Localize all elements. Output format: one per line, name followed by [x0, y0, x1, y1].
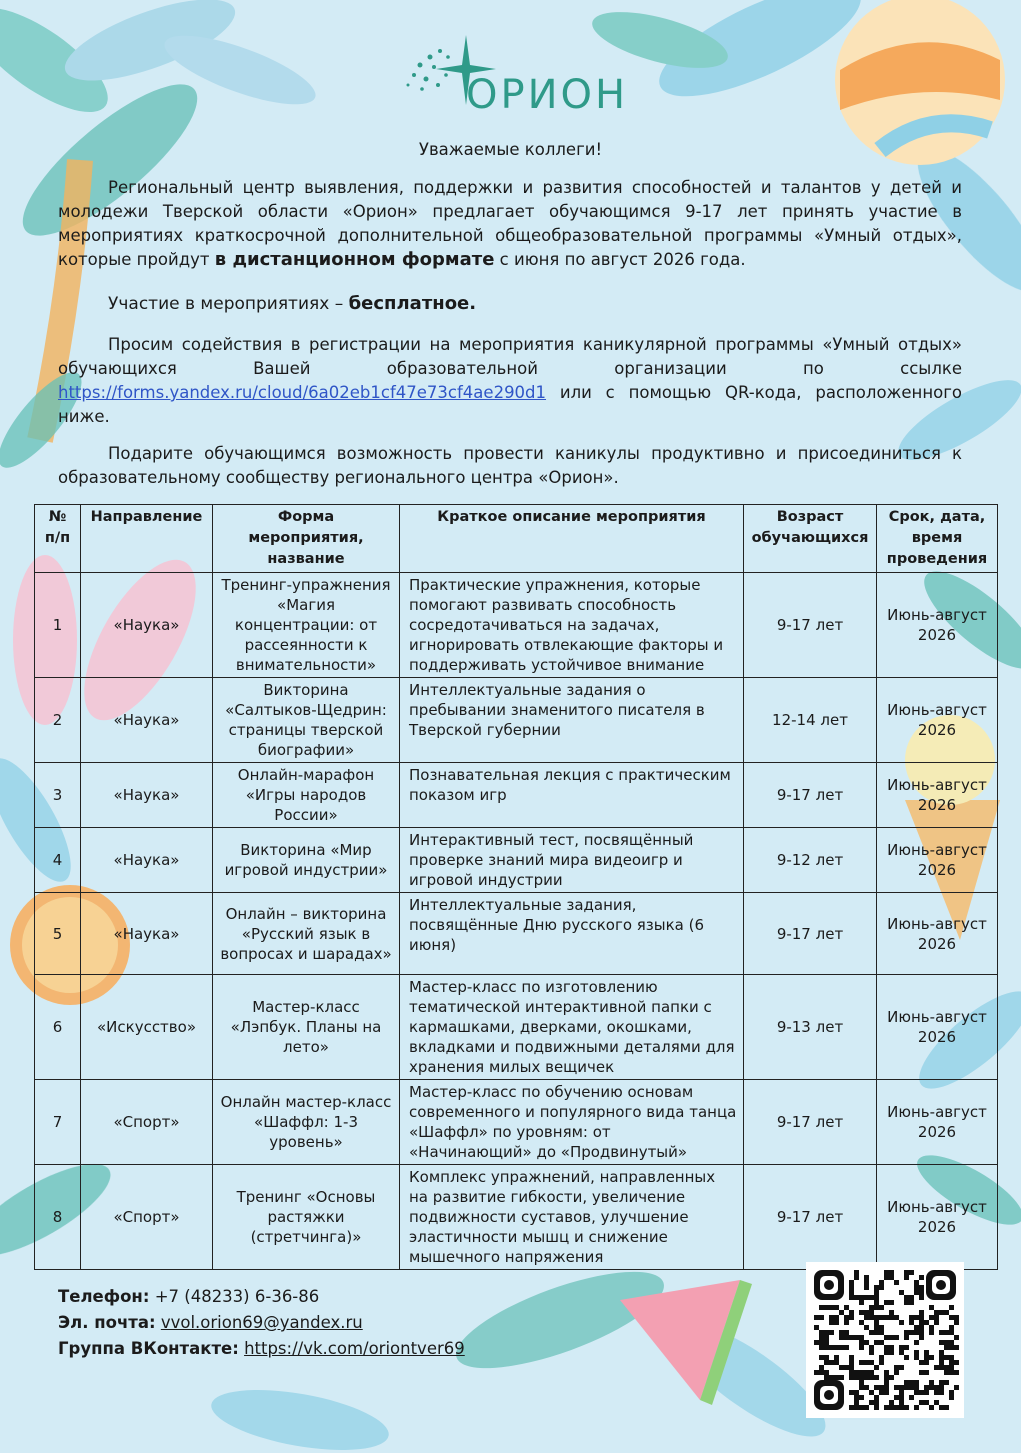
row-num: 2: [35, 678, 81, 763]
phone-label: Телефон:: [58, 1287, 150, 1306]
table-row: [35, 573, 998, 678]
table-row: [35, 893, 998, 975]
row-description: Практические упражнения, которые помогают развивать способность сосредотачиваться на задачах, игнорировать отвлекающие факторы и поддерживать устойчивое внимание: [400, 573, 744, 678]
row-form: Викторина «Салтыков-Щедрин: страницы тверской биографии»: [213, 678, 400, 763]
registration-text-2: или с помощью QR-кода, расположенного ниже.: [58, 383, 962, 426]
row-description: Познавательная лекция с практическим показом игр: [400, 763, 744, 828]
row-date: Июнь-август 2026: [877, 1080, 998, 1165]
logo-text: ОРИОН: [466, 72, 629, 118]
row-description: Комплекс упражнений, направленных на развитие гибкости, увеличение подвижности суставов, улучшение эластичности мышц и снижение мышечного напряжения: [400, 1165, 744, 1270]
row-age: 12-14 лет: [744, 678, 877, 763]
header-date: Срок, дата, время проведения: [877, 505, 998, 573]
row-age: 9-17 лет: [744, 1080, 877, 1165]
intro-format: в дистанционном формате: [214, 249, 495, 270]
row-description: Интерактивный тест, посвящённый проверке знаний мира видеоигр и игровой индустрии: [400, 828, 744, 893]
table-row: [35, 975, 998, 1080]
row-age: 9-17 лет: [744, 893, 877, 975]
participation-paragraph: [58, 292, 962, 316]
row-direction: «Наука»: [81, 678, 213, 763]
row-direction: «Наука»: [81, 573, 213, 678]
row-date: Июнь-август 2026: [877, 678, 998, 763]
row-num: 3: [35, 763, 81, 828]
row-form: Онлайн-марафон «Игры народов России»: [213, 763, 400, 828]
row-direction: «Спорт»: [81, 1165, 213, 1270]
row-direction: «Наука»: [81, 893, 213, 975]
row-form: Викторина «Мир игровой индустрии»: [213, 828, 400, 893]
table-row: [35, 1165, 998, 1270]
email-label: Эл. почта:: [58, 1313, 156, 1332]
row-form: Тренинг «Основы растяжки (стретчинга)»: [213, 1165, 400, 1270]
greeting: Уважаемые коллеги!: [418, 140, 603, 159]
row-age: 9-13 лет: [744, 975, 877, 1080]
events-table: [34, 504, 998, 1270]
registration-text-1: Просим содействия в регистрации на мероприятия каникулярной программы «Умный отдых» обучающихся Вашей образовательной организации по ссылке: [58, 335, 962, 378]
row-num: 5: [35, 893, 81, 975]
row-num: 7: [35, 1080, 81, 1165]
row-description: Интеллектуальные задания о пребывании знаменитого писателя в Тверской губернии: [400, 678, 744, 763]
table-row: [35, 763, 998, 828]
row-date: Июнь-август 2026: [877, 573, 998, 678]
row-num: 1: [35, 573, 81, 678]
registration-link[interactable]: https://forms.yandex.ru/cloud/6a02eb1cf47e73cf4ae290d1: [58, 383, 547, 402]
row-form: Онлайн – викторина «Русский язык в вопросах и шарадах»: [213, 893, 400, 975]
row-date: Июнь-август 2026: [877, 763, 998, 828]
contact-phone: [58, 1284, 465, 1310]
registration-paragraph: [58, 333, 962, 429]
row-description: Интеллектуальные задания, посвящённые Дню русского языка (6 июня): [400, 893, 744, 975]
row-direction: «Наука»: [81, 828, 213, 893]
contact-email: [58, 1310, 465, 1336]
table-row: [35, 678, 998, 763]
row-date: Июнь-август 2026: [877, 975, 998, 1080]
row-age: 9-17 лет: [744, 763, 877, 828]
row-form: Тренинг-упражнения «Магия концентрации: от рассеянности к внимательности»: [213, 573, 400, 678]
header-form: Форма мероприятия, название: [213, 505, 400, 573]
participation-text: Участие в мероприятиях –: [108, 294, 349, 314]
closing-paragraph: Подарите обучающимся возможность провести каникулы продуктивно и присоединиться к образовательному сообществу регионального центра «Орион».: [58, 444, 962, 487]
row-date: Июнь-август 2026: [877, 828, 998, 893]
intro-paragraph: [58, 176, 962, 272]
row-form: Мастер-класс «Лэпбук. Планы на лето»: [213, 975, 400, 1080]
table-row: [35, 828, 998, 893]
intro-text-1: Региональный центр выявления, поддержки и развития способностей и талантов у детей и молодежи Тверской области «Орион» предлагает обучающимся 9-17 лет принять участие в мероприятиях краткосрочной дополнительной общеобразовательной программы «Умный отдых», которые пройдут: [58, 178, 962, 269]
header-num: № п/п: [35, 505, 81, 573]
header-age: Возраст обучающихся: [744, 505, 877, 573]
header-description: Краткое описание мероприятия: [400, 505, 744, 573]
table-row: [35, 1080, 998, 1165]
contact-vk: [58, 1336, 465, 1362]
row-age: 9-12 лет: [744, 828, 877, 893]
row-direction: «Наука»: [81, 763, 213, 828]
row-date: Июнь-август 2026: [877, 893, 998, 975]
row-description: Мастер-класс по обучению основам современного и популярного вида танца «Шаффл» по уровням: от «Начинающий» до «Продвинутый»: [400, 1080, 744, 1165]
vk-link[interactable]: https://vk.com/oriontver69: [244, 1339, 465, 1358]
header-direction: Направление: [81, 505, 213, 573]
participation-free: бесплатное.: [348, 293, 477, 314]
row-num: 4: [35, 828, 81, 893]
row-age: 9-17 лет: [744, 1165, 877, 1270]
table-header-row: [35, 505, 998, 573]
intro-text-2: с июня по август 2026 года.: [494, 250, 746, 269]
row-age: 9-17 лет: [744, 573, 877, 678]
row-description: Мастер-класс по изготовлению тематической интерактивной папки с кармашками, дверками, окошками, вкладками и подвижными деталями для хранения милых вещичек: [400, 975, 744, 1080]
row-num: 8: [35, 1165, 81, 1270]
contacts-block: [58, 1284, 465, 1362]
qr-code-icon[interactable]: [806, 1262, 964, 1418]
email-link[interactable]: vvol.orion69@yandex.ru: [160, 1313, 363, 1332]
phone-value: +7 (48233) 6-36-86: [154, 1287, 320, 1306]
vk-label: Группа ВКонтакте:: [58, 1339, 239, 1358]
row-num: 6: [35, 975, 81, 1080]
row-form: Онлайн мастер-класс «Шаффл: 1-3 уровень»: [213, 1080, 400, 1165]
row-direction: «Искусство»: [81, 975, 213, 1080]
row-direction: «Спорт»: [81, 1080, 213, 1165]
row-date: Июнь-август 2026: [877, 1165, 998, 1270]
